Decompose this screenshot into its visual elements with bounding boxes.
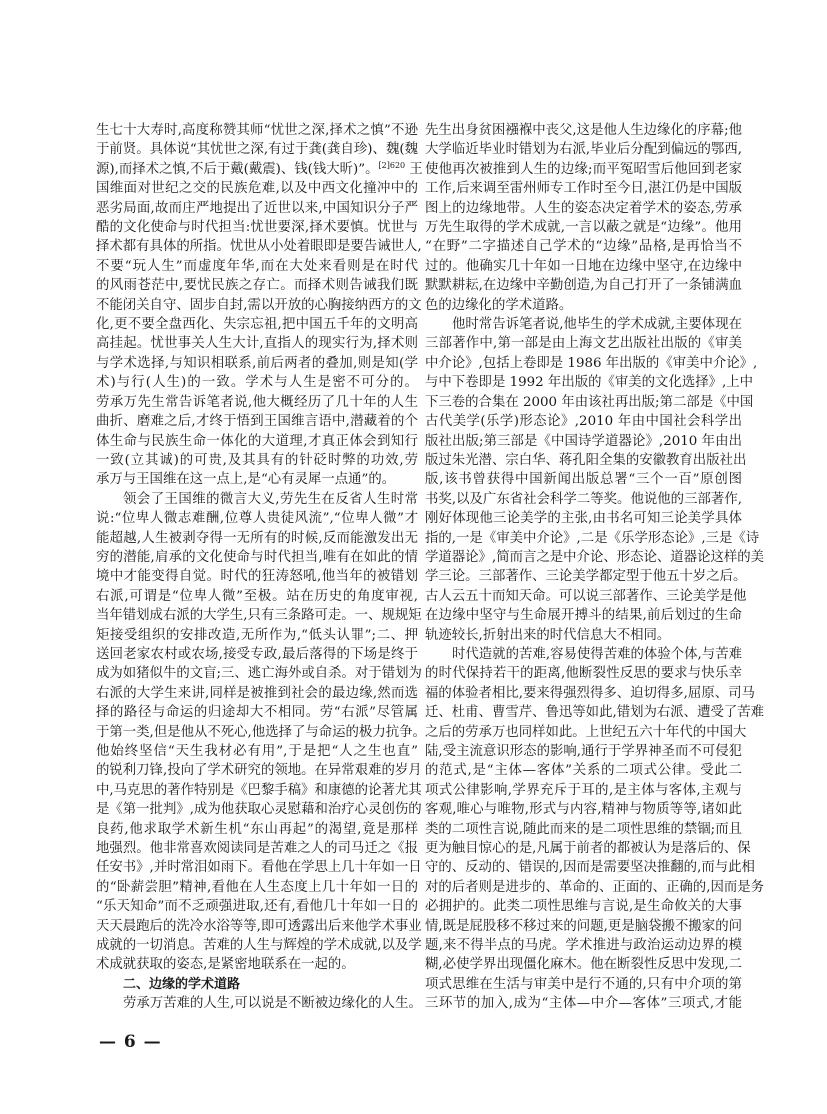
text-line	[96, 470, 418, 489]
text-line	[96, 412, 418, 431]
line-text: 源),而择术之慎,不后于戴(戴震)、钱(钱大昕)”。	[96, 161, 379, 177]
line-text: 过的。他确实几十年如一日地在边缘中坚守,在边缘中	[425, 258, 742, 274]
line-text: 对的后者则是进步的、革命的、正面的、正确的,因而是务	[425, 879, 765, 895]
text-line	[96, 723, 426, 742]
text-line	[425, 140, 742, 159]
text-line	[96, 451, 418, 470]
text-line	[96, 897, 418, 916]
text-line	[96, 393, 418, 412]
text-line	[425, 393, 754, 412]
line-text: 承万与王国维在这一点上,是“心有灵犀一点通”的。	[96, 472, 396, 488]
line-text: 题,来不得半点的马虎。学术推进与政治运动边界的模	[425, 938, 742, 954]
text-line	[425, 160, 742, 179]
text-line	[96, 373, 418, 392]
text-line	[96, 936, 422, 955]
text-line	[425, 626, 742, 645]
text-line	[425, 529, 760, 548]
line-text: 类的二项性言说,随此而来的是二项性思维的禁锢;而且	[425, 821, 742, 837]
line-text: 于前贤。具体说“其忧世之深,有过于龚(龚自珍)、魏(魏	[96, 142, 418, 158]
line-text: 术)与行(人生)的一致。学术与人生是密不可分的。	[96, 375, 418, 391]
line-text: 迁、杜甫、曹雪芹、鲁迅等如此,错划为右派、遭受了苦难	[425, 705, 765, 721]
line-text: 右派,可谓是“位卑人微”至极。站在历史的角度审视,	[96, 588, 418, 604]
text-line	[425, 432, 742, 451]
text-line	[96, 820, 418, 839]
text-line	[425, 975, 742, 994]
line-text: 择术都有具体的所指。忧世从小处着眼即是要告诫世人,	[96, 239, 422, 255]
line-text: 与学术选择,与知识相联系,前后两者的叠加,则是知(学	[96, 355, 418, 371]
line-text: 刚好体现他三论美学的主张,由书名可知三论美学具体	[425, 511, 742, 527]
text-line	[425, 199, 742, 218]
text-line	[96, 529, 418, 548]
line-text: 使他再次被推到人生的边缘;而平冤昭雪后他回到老家	[425, 161, 742, 177]
text-line	[425, 684, 755, 703]
line-text: 之后的劳承万也同样如此。上世纪五六十年代的中国大	[425, 724, 747, 740]
text-line	[425, 354, 758, 373]
line-text: 高挂起。忧世事关人生大计,直指人的现实行为,择术则	[96, 336, 418, 352]
text-line	[96, 296, 422, 315]
text-line	[96, 684, 418, 703]
text-line	[425, 820, 742, 839]
line-text: 国维面对世纪之交的民族危难,以及中西文化撞冲中的	[96, 181, 418, 197]
line-text: 三部著作中,第一部是由上海文艺出版社出版的《审美	[425, 336, 742, 352]
text-line	[425, 878, 765, 897]
text-line	[96, 276, 418, 295]
line-text: “乐天知命”而不乏顽强进取,还有,看他几十年如一日的	[96, 899, 418, 915]
line-text: 天天晨跑后的洗冷水浴等等,即可透露出后来他学术事业	[96, 918, 422, 934]
text-line	[425, 121, 742, 140]
text-line	[96, 839, 418, 858]
line-text: 色的边缘化的学术道路。	[425, 297, 573, 313]
text-line	[96, 761, 422, 780]
line-text: 陆,受主流意识形态的影响,通行于学界神圣而不可侵犯	[425, 744, 742, 759]
text-line	[425, 917, 742, 936]
line-text: 项式公律影响,学界充斥于耳的,是主体与客体,主观与	[425, 782, 742, 798]
line-text: 更为触目惊心的是,凡属于前者的都被认为是落后的、保	[425, 841, 751, 857]
line-text: 当年错划成右派的大学生,只有三条路可走。一、规规矩	[96, 608, 422, 624]
line-text: 书奖,以及广东省社会科学二等奖。他说他的三部著作,	[425, 491, 742, 507]
line-text: 酷的文化使命与时代担当:忧世要深,择术要慎。忧世与	[96, 220, 418, 236]
text-line	[425, 276, 742, 295]
text-line	[425, 237, 742, 256]
line-text: 中介论》,包括上卷即是 1986 年出版的《审美中介论》,	[425, 355, 758, 371]
line-text: 版社出版;第三部是《中国诗学道器论》,2010 年由出	[425, 433, 742, 449]
line-text: 三环节的加入,成为“主体—中介—客体”三项式,才能	[425, 996, 742, 1012]
line-text: 下三卷的合集在 2000 年由该社再出版;第二部是《中国	[425, 394, 754, 410]
line-text: 术成就获取的姿态,是紧密地联系在一起的。	[96, 957, 355, 973]
text-line	[96, 548, 418, 567]
line-text: 图上的边缘地带。人生的姿态决定着学术的姿态,劳承	[425, 200, 742, 216]
line-text: “在野”二字描述自己学术的“边缘”品格,是再恰当不	[425, 239, 742, 255]
text-line	[96, 742, 418, 761]
line-text: 二、边缘的学术道路	[123, 976, 241, 992]
line-text: 的“卧薪尝胆”精神,看他在人生态度上几十年如一日的	[96, 879, 418, 895]
text-line	[425, 897, 742, 916]
line-text: 古代美学(乐学)形态论》,2010 年由中国社会科学出	[425, 414, 742, 430]
line-text: 项式思维在生活与审美中是行不通的,只有中介项的第	[425, 976, 742, 992]
line-text: 在边缘中坚守与生命展开搏斗的结果,前后划过的生命	[425, 608, 742, 624]
text-line	[96, 567, 418, 586]
line-text: 送回老家农村或农场,接受专政,最后落得的下场是终于	[96, 646, 418, 662]
text-line	[96, 606, 422, 625]
line-text: 他始终坚信“天生我材必有用”,于是把“人之生也直”	[96, 744, 418, 759]
line-text: 版,该书曾获得中国新闻出版总署“三个一百”原创图	[425, 472, 742, 488]
text-line	[425, 451, 747, 470]
line-text: 良药,他求取学术新生机“东山再起”的渴望,竟是那样	[96, 821, 418, 837]
line-text: 领会了王国维的微言大义,劳先生在反省人生时常	[123, 491, 418, 507]
text-line	[96, 490, 418, 509]
line-text: 学三论。三部著作、三论美学都定型于他五十岁之后。	[425, 569, 747, 585]
line-text: 穷的潜能,肩承的文化使命与时代担当,唯有在如此的情	[96, 549, 418, 565]
line-text: 右派的大学生来讲,同样是被推到社会的最边缘,然而选	[96, 685, 418, 701]
text-line	[425, 490, 742, 509]
line-text: 化,更不要全盘西化、失宗忘祖,把中国五千年的文明高	[96, 317, 418, 333]
line-text: 择的路径与命运的归途却大不相同。劳“右派”尽管属	[96, 705, 418, 721]
line-text: 情,既是屁股移不移过来的问题,更是脑袋搬不搬家的问	[425, 918, 742, 934]
text-line	[425, 218, 742, 237]
line-text: 指的,一是《审美中介论》,二是《乐学形态论》,三是《诗	[425, 530, 760, 546]
line-text: 先生出身贫困襁褓中丧父,这是他人生边缘化的序幕;他	[425, 123, 742, 138]
text-line	[425, 373, 754, 392]
line-text: 劳承万苦难的人生,可以说是不断被边缘化的人生。	[123, 996, 422, 1012]
line-text: 是《第一批判》,成为他获取心灵慰藉和治疗心灵创伤的	[96, 802, 422, 818]
text-line	[96, 800, 422, 819]
line-text: 的风雨苍茫中,要忧民族之存亡。而择术则告诫我们既	[96, 278, 418, 294]
line-text: 必拥护的。此类二项性思维与言说,是生命攸关的大事	[425, 899, 742, 915]
line-text: 说:“位卑人微志难酬,位尊人贵徒风流”,“位卑人微”才	[96, 511, 418, 527]
page-number: — 6 —	[99, 1032, 162, 1052]
text-line	[425, 703, 765, 722]
line-text: 能超越,人生被剥夺得一无所有的时候,反而能激发出无	[96, 530, 418, 546]
text-line	[425, 606, 742, 625]
citation-reference: [2]620	[378, 160, 406, 170]
line-text: 时代造就的苦难,容易使得苦难的体验个体,与苦难	[452, 646, 742, 662]
line-text: 客观,唯心与唯物,形式与内容,精神与物质等等,诸如此	[425, 802, 742, 818]
line-text: 糊,必使学界出现僵化麻木。他在断裂性反思中发现,二	[425, 957, 742, 973]
text-line	[96, 334, 418, 353]
text-line	[96, 160, 423, 179]
text-line	[96, 781, 422, 800]
text-line	[425, 587, 747, 606]
text-line	[425, 179, 742, 198]
text-line	[96, 955, 418, 974]
line-text: 默默耕耘,在边缘中辛勤创造,为自己打开了一条铺满血	[425, 278, 742, 294]
text-line	[425, 548, 765, 567]
text-line	[96, 179, 418, 198]
line-text: 生七十大寿时,高度称赞其师“忧世之深,择术之慎”不逊	[96, 123, 418, 138]
text-line	[425, 800, 742, 819]
text-line	[425, 858, 755, 877]
line-text: 中,马克思的著作特别是《巴黎手稿》和康德的论著尤其	[96, 782, 422, 798]
text-line	[96, 354, 418, 373]
line-text: 王	[405, 161, 423, 177]
text-line	[96, 237, 422, 256]
line-text: 曲折、磨难之后,才终于悟到王国维言语中,潜藏着的个	[96, 414, 418, 430]
text-line	[425, 955, 742, 974]
line-text: 成为如猪似牛的文盲;三、逃亡海外或自杀。对于错划为	[96, 666, 422, 682]
text-line	[425, 470, 742, 489]
right-column	[425, 121, 765, 1014]
text-line	[96, 664, 422, 683]
line-text: 不要“玩人生”而虚度年华,而在大处来看则是在时代	[96, 258, 418, 274]
line-text: 古人云五十而知天命。可以说三部著作、三论美学是他	[425, 588, 747, 604]
text-line	[425, 567, 747, 586]
text-line	[96, 917, 422, 936]
line-text: 福的体验者相比,要来得强烈得多、迫切得多,屈原、司马	[425, 685, 755, 701]
line-text: 矩接受组织的安排改造,无所作为,“低头认罪”;二、押	[96, 627, 418, 643]
line-text: 守的、反动的、错误的,因而是需要坚决推翻的,而与此相	[425, 860, 755, 876]
line-text: 与中下卷即是 1992 年出版的《审美的文化选择》,上中	[425, 375, 754, 391]
text-line	[425, 839, 751, 858]
text-line	[425, 994, 742, 1013]
line-text: 体生命与民族生命一体化的大道理,才真正体会到知行	[96, 433, 418, 449]
line-text: 学道器论》,简而言之是中介论、形态论、道器论这样的美	[425, 549, 765, 565]
text-line	[425, 645, 742, 664]
text-line	[96, 626, 418, 645]
text-line	[96, 218, 418, 237]
line-text: 的范式,是“主体—客体”关系的二项式公律。受此二	[425, 763, 742, 779]
text-line	[425, 742, 742, 761]
line-text: 地强烈。他非常喜欢阅读同是苦难之人的司马迁之《报	[96, 841, 418, 857]
line-text: 成就的一切消息。苦难的人生与辉煌的学术成就,以及学	[96, 938, 422, 954]
line-text: 版过朱光潜、宗白华、蒋孔阳全集的安徽教育出版社出	[425, 452, 747, 468]
text-line	[96, 432, 418, 451]
section-heading	[96, 975, 418, 994]
line-text: 工作,后来调至雷州师专工作时至今日,湛江仍是中国版	[425, 181, 742, 197]
line-text: 的时代保持若干的距离,他断裂性反思的要求与快乐幸	[425, 666, 742, 682]
line-text: 于第一类,但是他从不死心,他选择了与命运的极力抗争。	[96, 724, 426, 740]
text-line	[425, 723, 747, 742]
line-text: 劳承万先生常告诉笔者说,他大概经历了几十年的人生	[96, 394, 418, 410]
left-column	[96, 121, 426, 1014]
text-line	[96, 121, 418, 140]
text-line	[96, 199, 418, 218]
text-line	[96, 509, 418, 528]
text-line	[425, 761, 742, 780]
text-line	[96, 878, 418, 897]
text-line	[425, 257, 742, 276]
line-text: 的锐利刀锋,投向了学术研究的领地。在异常艰难的岁月	[96, 763, 422, 779]
text-line	[96, 315, 418, 334]
line-text: 一致(立其诚)的可贵,及其具有的针砭时弊的功效,劳	[96, 452, 418, 468]
line-text: 大学临近毕业时错划为右派,毕业后分配到偏远的鄂西,	[425, 142, 742, 158]
line-text: 不能闭关自守、固步自封,需以开放的心胸接纳西方的文	[96, 297, 422, 313]
line-text: 轨迹较长,折射出来的时代信息大不相同。	[425, 627, 671, 643]
line-text: 恶劣局面,故而庄严地提出了近世以来,中国知识分子严	[96, 200, 418, 216]
text-line	[425, 334, 742, 353]
text-line	[425, 315, 742, 334]
text-line	[425, 296, 742, 315]
line-text: 任安书》,并时常泪如雨下。看他在学思上几十年如一日	[96, 860, 422, 876]
line-text: 他时常告诉笔者说,他毕生的学术成就,主要体现在	[452, 317, 742, 333]
text-line	[425, 412, 742, 431]
text-line	[96, 858, 422, 877]
line-text: 境中才能变得自觉。时代的狂涛怒吼,他当年的被错划	[96, 569, 418, 585]
text-line	[96, 257, 418, 276]
text-line	[96, 587, 418, 606]
text-line	[425, 781, 742, 800]
text-line	[96, 140, 418, 159]
text-line	[96, 703, 418, 722]
text-line	[425, 509, 742, 528]
line-text: 万先生取得的学术成就,一言以蔽之就是“边缘”。他用	[425, 220, 742, 236]
text-line	[96, 994, 422, 1013]
text-line	[96, 645, 418, 664]
text-line	[425, 936, 742, 955]
text-line	[425, 664, 742, 683]
